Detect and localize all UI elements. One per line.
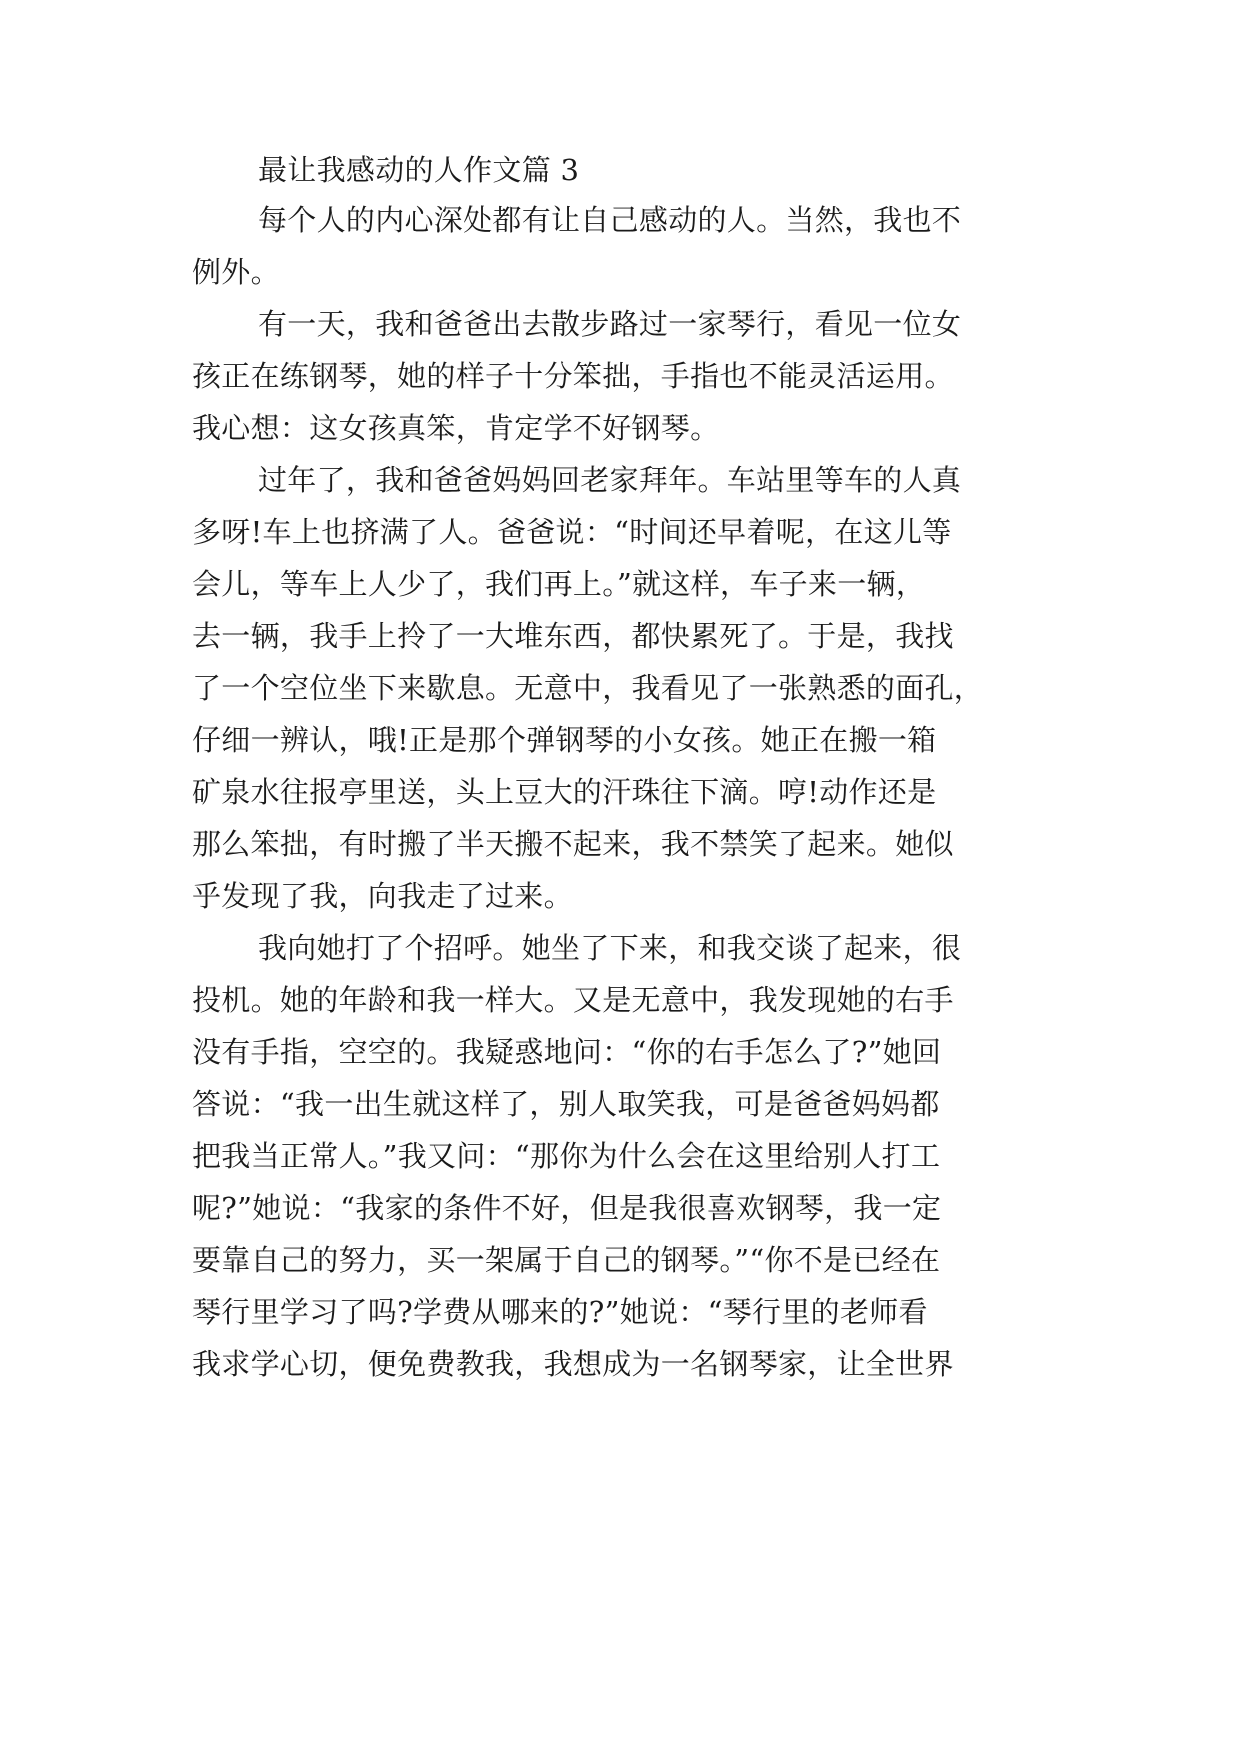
text-line: 要靠自己的努力，买一架属于自己的钢琴。”“你不是已经在	[192, 1243, 941, 1277]
text-line: 投机。她的年龄和我一样大。又是无意中，我发现她的右手	[192, 983, 954, 1017]
text-line: 呢?”她说：“我家的条件不好，但是我很喜欢钢琴，我一定	[192, 1191, 942, 1225]
text-line: 每个人的内心深处都有让自己感动的人。当然，我也不	[258, 203, 962, 237]
text-line: 答说：“我一出生就这样了，别人取笑我，可是爸爸妈妈都	[192, 1087, 940, 1121]
text-line: 没有手指，空空的。我疑惑地问：“你的右手怎么了?”她回	[192, 1035, 942, 1069]
text-line: 我向她打了个招呼。她坐了下来，和我交谈了起来，很	[258, 931, 962, 965]
text-line: 过年了，我和爸爸妈妈回老家拜年。车站里等车的人真	[258, 463, 962, 497]
text-line: 多呀!车上也挤满了人。爸爸说：“时间还早着呢，在这儿等	[192, 515, 952, 549]
text-line: 矿泉水往报亭里送，头上豆大的汗珠往下滴。哼!动作还是	[192, 775, 937, 809]
text-line: 那么笨拙，有时搬了半天搬不起来，我不禁笑了起来。她似	[192, 827, 954, 861]
text-line: 把我当正常人。”我又问：“那你为什么会在这里给别人打工	[192, 1139, 941, 1173]
text-line: 乎发现了我，向我走了过来。	[192, 879, 573, 913]
text-line: 有一天，我和爸爸出去散步路过一家琴行，看见一位女	[258, 307, 962, 341]
text-line: 会儿，等车上人少了，我们再上。”就这样，车子来一辆，	[192, 567, 926, 601]
text-line: 仔细一辨认，哦!正是那个弹钢琴的小女孩。她正在搬一箱	[192, 723, 937, 757]
text-line: 我求学心切，便免费教我，我想成为一名钢琴家，让全世界	[192, 1347, 954, 1381]
text-line: 去一辆，我手上拎了一大堆东西，都快累死了。于是，我找	[192, 619, 954, 653]
document-title: 最让我感动的人作文篇 3	[258, 153, 580, 187]
text-line: 了一个空位坐下来歇息。无意中，我看见了一张熟悉的面孔，	[192, 671, 984, 705]
text-line: 我心想：这女孩真笨，肯定学不好钢琴。	[192, 411, 720, 445]
text-line: 例外。	[192, 255, 280, 289]
text-line: 孩正在练钢琴，她的样子十分笨拙，手指也不能灵活运用。	[192, 359, 954, 393]
text-line: 琴行里学习了吗?学费从哪来的?”她说：“琴行里的老师看	[192, 1295, 928, 1329]
